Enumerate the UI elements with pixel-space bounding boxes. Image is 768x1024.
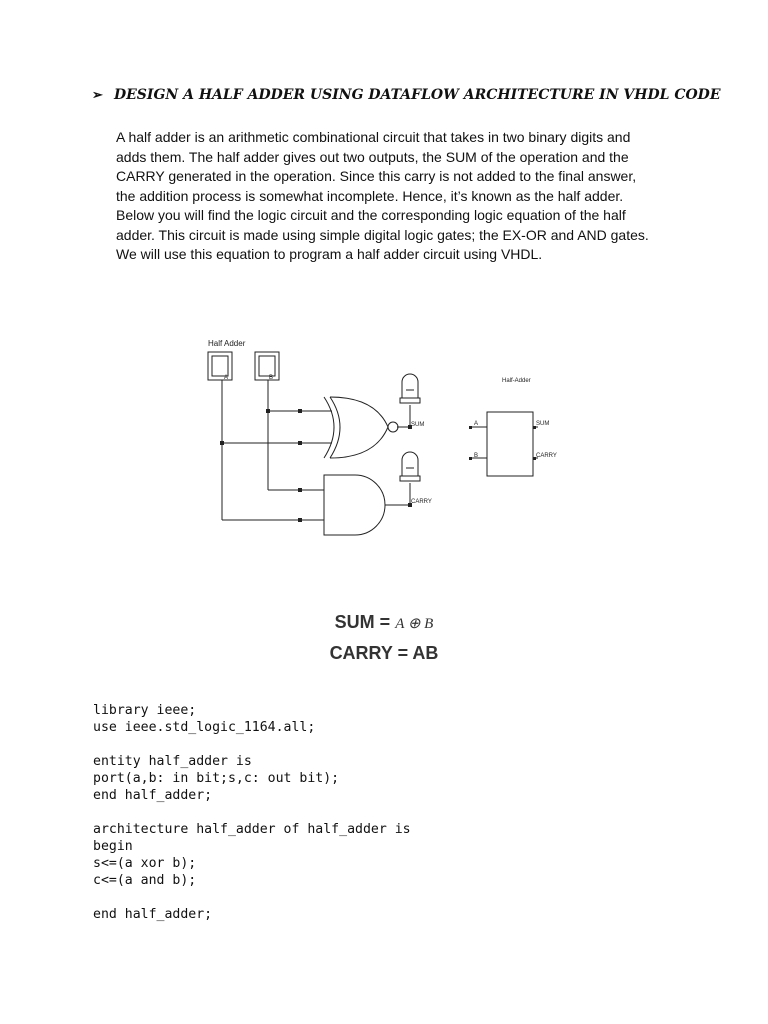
carry-equation: CARRY = AB bbox=[329, 643, 439, 663]
paragraph-line: We will use this equation to program a half adder circuit using VHDL. bbox=[116, 246, 543, 262]
sum-equation-rhs: A ⊕ B bbox=[395, 616, 434, 632]
paragraph-line: Below you will find the logic circuit and the corresponding logic equation of the half bbox=[116, 207, 626, 223]
arrow-bullet-icon: ➢ bbox=[92, 88, 103, 103]
intro-paragraph bbox=[116, 128, 676, 265]
carry-led-icon bbox=[400, 452, 420, 481]
exor-gate bbox=[324, 397, 398, 458]
paragraph-line: adds them. The half adder gives out two outputs, the SUM of the operation and the bbox=[116, 148, 629, 165]
input-b-label: B bbox=[269, 375, 274, 381]
sum-output-label: SUM bbox=[411, 422, 425, 428]
code-line bbox=[93, 736, 411, 753]
paragraph-line: the addition process is somewhat incomplete. Hence, it’s known as the half adder. bbox=[116, 187, 624, 204]
vhdl-code-block bbox=[93, 702, 411, 923]
code-line: end half_adder; bbox=[93, 907, 213, 922]
sum-equation-lhs: SUM = bbox=[334, 612, 391, 632]
code-line bbox=[93, 804, 411, 821]
input-a-label: A bbox=[224, 375, 229, 381]
sum-equation bbox=[0, 612, 768, 633]
block-title: Half-Adder bbox=[502, 378, 531, 384]
input-b-switch bbox=[255, 352, 279, 381]
input-a-switch bbox=[208, 352, 232, 381]
paragraph-line: CARRY generated in the operation. Since this carry is not added to the final answer, bbox=[116, 168, 637, 184]
circuit-wires bbox=[222, 380, 410, 520]
circuit-title: Half Adder bbox=[208, 339, 246, 348]
code-line: begin bbox=[93, 839, 133, 854]
block-input-a-label: A bbox=[474, 421, 479, 427]
code-line: architecture half_adder of half_adder is bbox=[93, 822, 411, 837]
code-line: use ieee.std_logic_1164.all; bbox=[93, 720, 316, 735]
code-line: library ieee; bbox=[93, 703, 197, 718]
section-heading bbox=[92, 87, 732, 103]
block-input-b-label: B bbox=[474, 453, 479, 459]
half-adder-circuit-diagram bbox=[200, 330, 570, 545]
block-output-carry-label: CARRY bbox=[536, 453, 557, 459]
paragraph-line: adder. This circuit is made using simple digital logic gates; the EX-OR and AND gates. bbox=[116, 226, 649, 243]
sum-led-icon bbox=[400, 374, 420, 403]
block-output-sum-label: SUM bbox=[536, 421, 550, 427]
code-line: port(a,b: in bit;s,c: out bit); bbox=[93, 771, 340, 786]
paragraph-line: A half adder is an arithmetic combinational circuit that takes in two binary digits and bbox=[116, 129, 631, 145]
code-line: entity half_adder is bbox=[93, 754, 252, 769]
code-line: c<=(a and b); bbox=[93, 873, 197, 888]
code-line bbox=[93, 889, 411, 906]
and-gate bbox=[324, 475, 385, 535]
heading-text: DESIGN A HALF ADDER USING DATAFLOW ARCHITECTURE IN VHDL CODE bbox=[114, 87, 721, 103]
wire-junctions bbox=[220, 409, 412, 522]
code-line: s<=(a xor b); bbox=[93, 856, 197, 871]
carry-output-label: CARRY bbox=[411, 499, 432, 505]
half-adder-block bbox=[469, 378, 557, 476]
code-line: end half_adder; bbox=[93, 788, 213, 803]
